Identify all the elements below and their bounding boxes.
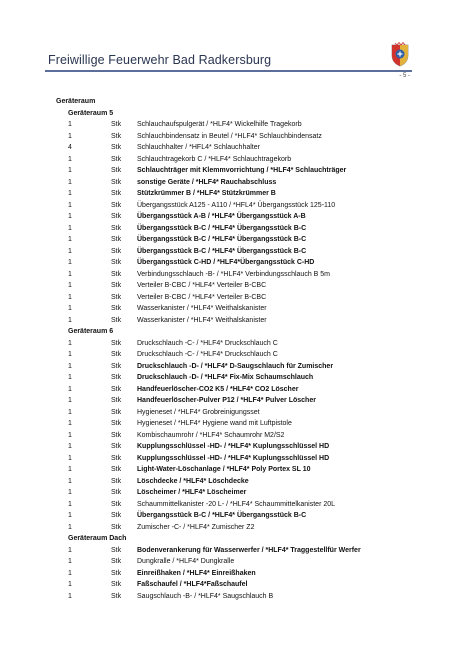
item-quantity: 1 — [68, 213, 72, 220]
list-item — [56, 430, 396, 442]
item-quantity: 1 — [68, 282, 72, 289]
item-unit: Stk — [111, 374, 122, 381]
item-quantity: 1 — [68, 397, 72, 404]
list-item — [56, 211, 396, 223]
list-item — [56, 188, 396, 200]
list-item — [56, 246, 396, 258]
group-title: Geräteraum 5 — [68, 109, 114, 117]
item-unit: Stk — [111, 132, 122, 140]
item-unit: Stk — [111, 466, 122, 473]
page-number: - 5 - — [399, 73, 410, 79]
header-rule — [45, 70, 412, 72]
item-unit: Stk — [111, 351, 122, 358]
item-description: Übergangsstück B-C / *HLF4* Übergangsstück B-C — [137, 236, 307, 243]
item-unit: Stk — [111, 581, 122, 588]
item-unit: Stk — [111, 397, 122, 404]
item-quantity: 1 — [68, 190, 72, 197]
item-quantity: 1 — [68, 293, 72, 301]
item-description: Übergangsstück C-HD / *HLF4*Übergangsstück C-HD — [137, 259, 315, 266]
item-description: Übergangsstück A125 - A110 / *HFL4* Übergangsstück 125-110 — [137, 201, 336, 209]
group-title: Geräteraum 6 — [68, 328, 114, 335]
item-unit: Stk — [111, 293, 122, 301]
list-item — [56, 579, 396, 591]
item-quantity: 1 — [68, 236, 72, 243]
item-description: Druckschlauch -D- / *HLF4* D-Saugschlauch für Zumischer — [137, 362, 334, 370]
item-quantity: 1 — [68, 523, 72, 531]
item-unit: Stk — [111, 500, 122, 508]
item-unit: Stk — [111, 247, 122, 255]
item-quantity: 1 — [68, 224, 72, 232]
item-quantity: 1 — [68, 305, 72, 312]
item-description: Saugschlauch -B- / *HLF4* Saugschlauch B — [137, 592, 274, 600]
item-unit: Stk — [111, 512, 122, 519]
item-quantity: 1 — [68, 155, 72, 163]
item-quantity: 1 — [68, 489, 72, 496]
list-item — [56, 257, 396, 269]
list-item — [56, 464, 396, 476]
item-description: Übergangsstück B-C / *HLF4* Übergangsstück B-C — [137, 224, 307, 232]
item-quantity: 1 — [68, 431, 72, 439]
item-description: Verteiler B-CBC / *HLF4* Verteiler B-CBC — [137, 293, 267, 301]
item-description: Schlauchaufspulgerät / *HLF4* Wickelhilfe Tragekorb — [137, 121, 302, 128]
item-unit: Stk — [111, 420, 122, 427]
item-unit: Stk — [111, 477, 122, 485]
item-quantity: 1 — [68, 339, 72, 347]
fire-department-crest-icon — [389, 41, 411, 67]
section-title: Geräteraum — [56, 98, 96, 105]
inventory-list — [56, 96, 396, 602]
item-unit: Stk — [111, 270, 122, 278]
list-item — [56, 154, 396, 166]
item-quantity: 1 — [68, 581, 72, 588]
item-unit: Stk — [111, 167, 122, 174]
item-description: Übergangsstück B-C / *HLF4* Übergangsstück B-C — [137, 512, 307, 519]
list-item — [56, 349, 396, 361]
item-quantity: 4 — [68, 144, 72, 151]
item-description: Kupplungsschlüssel -HD- / *HLF4* Kuplungsschlüssel HD — [137, 454, 330, 462]
item-quantity: 1 — [68, 454, 72, 462]
list-item — [56, 395, 396, 407]
item-description: Schlauchhalter / *HFL4* Schlauchhalter — [137, 144, 260, 151]
item-unit: Stk — [111, 236, 122, 243]
item-quantity: 1 — [68, 592, 72, 600]
item-quantity: 1 — [68, 466, 72, 473]
item-unit: Stk — [111, 190, 122, 197]
item-description: Handfeuerlöscher-Pulver P12 / *HLF4* Pulver Löscher — [137, 397, 316, 404]
item-description: Verteiler B-CBC / *HLF4* Verteiler B-CBC — [137, 282, 267, 289]
list-item — [56, 269, 396, 281]
list-item — [56, 510, 396, 522]
item-quantity: 1 — [68, 362, 72, 370]
list-item — [56, 223, 396, 235]
item-unit: Stk — [111, 201, 122, 209]
list-item — [56, 177, 396, 189]
item-description: Bodenverankerung für Wasserwerfer / *HLF4* Traggestellfür Werfer — [137, 546, 361, 554]
item-description: Druckschlauch -C- / *HLF4* Druckschlauch C — [137, 339, 278, 347]
item-description: Schlauchträger mit Klemmvorrichtung / *HLF4* Schlauchträger — [137, 167, 347, 174]
item-quantity: 1 — [68, 374, 72, 381]
item-quantity: 1 — [68, 247, 72, 255]
item-unit: Stk — [111, 558, 122, 565]
item-unit: Stk — [111, 224, 122, 232]
item-unit: Stk — [111, 362, 122, 370]
item-description: Zumischer -C- / *HLF4* Zumischer Z2 — [137, 523, 255, 531]
item-description: Schlauchtragekorb C / *HLF4* Schlauchtragekorb — [137, 155, 292, 163]
item-unit: Stk — [111, 385, 122, 393]
item-unit: Stk — [111, 443, 122, 450]
item-quantity: 1 — [68, 546, 72, 554]
item-description: Handfeuerlöscher-CO2 K5 / *HLF4* CO2 Löscher — [137, 385, 299, 393]
item-description: Löscheimer / *HLF4* Löscheimer — [137, 489, 247, 496]
item-description: Schlauchbindensatz in Beutel / *HLF4* Schlauchbindensatz — [137, 132, 322, 140]
item-quantity: 1 — [68, 512, 72, 519]
list-item — [56, 476, 396, 488]
item-quantity: 1 — [68, 121, 72, 128]
item-quantity: 1 — [68, 408, 72, 416]
list-item — [56, 487, 396, 499]
item-unit: Stk — [111, 454, 122, 462]
item-unit: Stk — [111, 121, 122, 128]
item-quantity: 1 — [68, 351, 72, 358]
item-description: Faßschaufel / *HLF4*Faßschaufel — [137, 581, 248, 588]
list-item — [56, 545, 396, 557]
list-item — [56, 338, 396, 350]
list-item — [56, 315, 396, 327]
item-unit: Stk — [111, 339, 122, 347]
item-quantity: 1 — [68, 132, 72, 140]
item-unit: Stk — [111, 305, 122, 312]
item-quantity: 1 — [68, 420, 72, 427]
item-quantity: 1 — [68, 178, 72, 186]
list-item — [56, 556, 396, 568]
list-item — [56, 407, 396, 419]
item-description: Kombischaumrohr / *HLF4* Schaumrohr M2/S2 — [137, 431, 285, 439]
list-item — [56, 292, 396, 304]
list-item — [56, 384, 396, 396]
item-quantity: 1 — [68, 569, 72, 577]
item-quantity: 1 — [68, 477, 72, 485]
list-item — [56, 165, 396, 177]
item-description: Schaummittelkanister -20 L- / *HLF4* Schaummittelkanister 20L — [137, 500, 336, 508]
list-item — [56, 119, 396, 131]
list-item — [56, 142, 396, 154]
item-quantity: 1 — [68, 500, 72, 508]
item-unit: Stk — [111, 523, 122, 531]
header-title: Freiwillige Feuerwehr Bad Radkersburg — [48, 53, 272, 67]
item-quantity: 1 — [68, 201, 72, 209]
item-description: Einreißhaken / *HLF4* Einreißhaken — [137, 569, 256, 577]
list-item — [56, 361, 396, 373]
item-description: sonstige Geräte / *HLF4* Rauchabschluss — [137, 178, 277, 186]
item-quantity: 1 — [68, 167, 72, 174]
list-item — [56, 522, 396, 534]
item-quantity: 1 — [68, 316, 72, 324]
item-description: Übergangsstück A-B / *HLF4* Übergangsstück A-B — [137, 213, 306, 220]
item-description: Hygieneset / *HLF4* Hygiene wand mit Luftpistole — [137, 420, 292, 427]
list-item — [56, 303, 396, 315]
item-quantity: 1 — [68, 270, 72, 278]
item-unit: Stk — [111, 489, 122, 496]
item-description: Light-Water-Löschanlage / *HLF4* Poly Portex SL 10 — [137, 466, 311, 473]
item-description: Löschdecke / *HLF4* Löschdecke — [137, 477, 249, 485]
item-unit: Stk — [111, 282, 122, 289]
item-description: Wasserkanister / *HLF4* Weithalskanister — [137, 316, 267, 324]
item-description: Stützkrümmer B / *HLF4* Stützkrümmer B — [137, 190, 276, 197]
list-item — [56, 372, 396, 384]
list-item — [56, 131, 396, 143]
item-unit: Stk — [111, 408, 122, 416]
item-description: Dungkralle / *HLF4* Dungkralle — [137, 558, 235, 565]
item-unit: Stk — [111, 259, 122, 266]
list-item — [56, 234, 396, 246]
item-unit: Stk — [111, 569, 122, 577]
item-unit: Stk — [111, 155, 122, 163]
item-description: Hygieneset / *HLF4* Grobreinigungsset — [137, 408, 260, 416]
item-description: Wasserkanister / *HLF4* Weithalskanister — [137, 305, 267, 312]
list-item — [56, 591, 396, 603]
item-description: Verbindungsschlauch -B- / *HLF4* Verbindungsschlauch B 5m — [137, 270, 330, 278]
group-title: Geräteraum Dach — [68, 535, 127, 542]
list-item — [56, 453, 396, 465]
item-quantity: 1 — [68, 385, 72, 393]
item-description: Übergangsstück B-C / *HLF4* Übergangsstück B-C — [137, 247, 307, 255]
list-item — [56, 441, 396, 453]
item-description: Druckschlauch -D- / *HLF4* Fix-Mix Schaumschlauch — [137, 374, 314, 381]
item-unit: Stk — [111, 592, 122, 600]
item-unit: Stk — [111, 178, 122, 186]
item-unit: Stk — [111, 546, 122, 554]
list-item — [56, 280, 396, 292]
item-unit: Stk — [111, 431, 122, 439]
list-item — [56, 568, 396, 580]
list-item — [56, 499, 396, 511]
item-description: Druckschlauch -C- / *HLF4* Druckschlauch C — [137, 351, 278, 358]
item-unit: Stk — [111, 213, 122, 220]
item-quantity: 1 — [68, 443, 72, 450]
list-item — [56, 418, 396, 430]
item-unit: Stk — [111, 316, 122, 324]
item-quantity: 1 — [68, 558, 72, 565]
item-description: Kupplungsschlüssel -HD- / *HLF4* Kuplungsschlüssel HD — [137, 443, 330, 450]
item-quantity: 1 — [68, 259, 72, 266]
list-item — [56, 200, 396, 212]
item-unit: Stk — [111, 144, 122, 151]
